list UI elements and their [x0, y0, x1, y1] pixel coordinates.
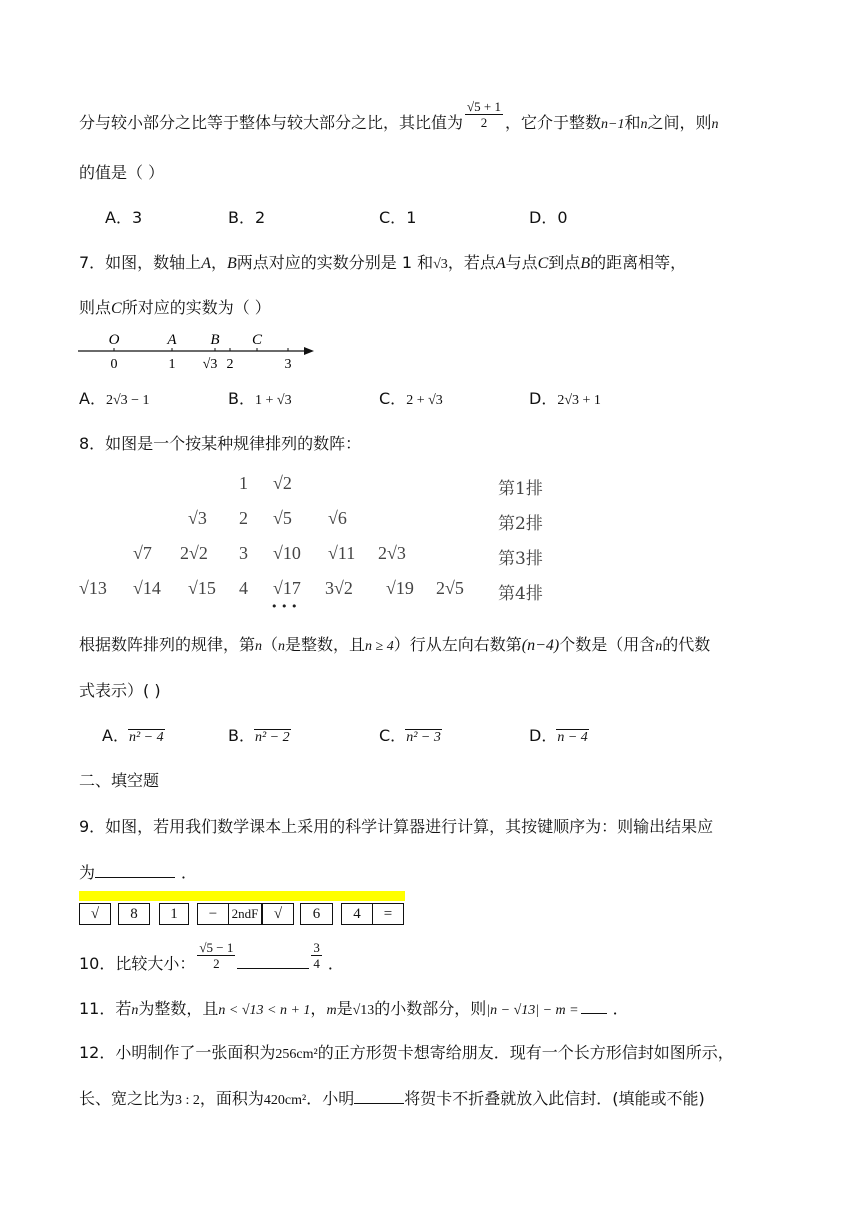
q7-point-c: C — [537, 255, 549, 272]
q8-option-a[interactable] — [102, 725, 165, 747]
opt-letter: C． — [379, 726, 407, 745]
q8-text-b: （ — [262, 635, 279, 654]
array-item: √2 — [273, 473, 292, 493]
q8-option-c[interactable] — [379, 725, 442, 747]
opt-letter: B． — [228, 208, 255, 227]
q11-text-e: 的小数部分，则 — [374, 999, 487, 1018]
axis-value-2: 2 — [226, 357, 234, 372]
opt-text: 2√3 − 1 — [105, 393, 150, 408]
continuation-dots: • • • — [271, 600, 298, 613]
key-sqrt-2: √ — [262, 903, 294, 925]
q8-condition: n ≥ 4 — [365, 639, 394, 654]
q6-n: n — [640, 117, 648, 132]
q6-text-b: ，它介于整数 — [504, 113, 601, 132]
highlight-bar — [79, 891, 405, 901]
q7-point-c2: C — [111, 300, 122, 317]
array-item: 3√2 — [325, 578, 353, 598]
q11-m: m — [326, 1003, 337, 1018]
axis-label-a: A — [167, 332, 177, 348]
row-label-2: 第2排 — [498, 514, 543, 534]
array-item: √19 — [386, 578, 414, 598]
opt-text: 2√3 + 1 — [557, 393, 601, 408]
key-8: 8 — [118, 903, 150, 925]
axis-value-sqrt3: √3 — [202, 357, 218, 372]
opt-letter: B． — [228, 389, 255, 408]
q12-text-a: 12．小明制作了一张面积为 — [79, 1043, 276, 1062]
q11-sqrt13: √13 — [352, 1003, 375, 1018]
array-item: √5 — [273, 508, 292, 528]
section-heading — [79, 770, 159, 792]
opt-text: 1 + √3 — [254, 393, 292, 408]
q9-answer-blank[interactable] — [95, 861, 175, 878]
q11-text-d: 是 — [336, 999, 353, 1018]
opt-text: n² − 2 — [254, 730, 290, 745]
q11-n: n — [131, 1003, 139, 1018]
opt-letter: B． — [228, 726, 255, 745]
opt-text: 0 — [557, 208, 568, 227]
q6-n-minus-1: n−1 — [601, 117, 625, 132]
q11-inequality: n < √13 < n + 1 — [218, 1003, 311, 1018]
q7-sqrt3: √3 — [433, 257, 448, 272]
q9-line1 — [79, 816, 713, 838]
opt-letter: D． — [529, 389, 558, 408]
q10-line — [79, 940, 344, 975]
q10-text-a: 10．比较大小： — [79, 954, 196, 973]
q12-text-d: ，面积为 — [199, 1089, 264, 1108]
q7-text-line2b: 所对应的实数为（ ） — [121, 298, 271, 317]
q6-text-a: 分与较小部分之比等于整体与较大部分之比，其比值为 — [79, 113, 464, 132]
q8-text-line1: 8．如图是一个按某种规律排列的数阵： — [79, 434, 362, 453]
q8-text-f: 的代数 — [662, 635, 711, 654]
q9-text-a: 为 — [79, 863, 96, 882]
q6-text-c: 和 — [624, 113, 641, 132]
q8-line1 — [79, 433, 361, 455]
array-item: 4 — [239, 578, 248, 598]
array-item: √14 — [133, 578, 161, 598]
opt-text: n² − 3 — [406, 730, 441, 745]
array-item: 2√3 — [378, 543, 406, 563]
q10-fraction-right — [311, 940, 322, 971]
array-item: √17 — [273, 578, 301, 598]
array-item: √6 — [328, 508, 347, 528]
q7-option-c[interactable] — [379, 388, 443, 412]
q7-comma: ， — [210, 253, 227, 272]
key-1: 1 — [159, 903, 189, 925]
array-item: 1 — [239, 473, 248, 493]
opt-text: 1 — [406, 208, 417, 227]
q10-num: √5 − 1 — [199, 940, 234, 955]
q6-ratio-fraction — [465, 99, 503, 130]
q12-text-e: ．小明 — [306, 1089, 355, 1108]
q8-text-line3: 式表示）( ) — [79, 681, 161, 700]
q8-text-e: 个数是（用含 — [559, 635, 656, 654]
axis-arrow-icon — [304, 347, 314, 355]
opt-letter: A． — [79, 389, 106, 408]
axis-value-0: 0 — [110, 357, 118, 372]
q8-text-d: ）行从左向右数第 — [393, 635, 522, 654]
q8-option-b[interactable] — [228, 725, 291, 747]
array-item: 2√5 — [436, 578, 464, 598]
q7-text-e: 到点 — [548, 253, 581, 272]
q11-text-f: ． — [612, 999, 629, 1018]
opt-text: 3 — [131, 208, 143, 227]
q6-option-b[interactable] — [228, 207, 265, 229]
q7-text-a: 7．如图，数轴上 — [79, 253, 202, 272]
q6-option-d[interactable] — [529, 207, 568, 229]
q6-line1 — [79, 99, 719, 136]
axis-label-b: B — [210, 332, 220, 348]
array-item: 2 — [239, 508, 248, 528]
q12-line2 — [79, 1087, 705, 1112]
opt-letter: A． — [102, 726, 129, 745]
q6-line2 — [79, 162, 164, 184]
key-6: 6 — [300, 903, 333, 925]
row-label-3: 第3排 — [498, 549, 543, 569]
q8-option-d[interactable] — [529, 725, 589, 747]
q7-option-a[interactable] — [79, 388, 150, 412]
q12-area2: 420cm² — [263, 1093, 307, 1108]
key-minus: − — [197, 903, 229, 925]
row-label-4: 第4排 — [498, 584, 543, 604]
q11-answer-blank[interactable] — [581, 997, 607, 1014]
array-item: √15 — [188, 578, 216, 598]
opt-letter: C． — [379, 389, 407, 408]
q12-text-f: 将贺卡不折叠就放入此信封．(填能或不能) — [404, 1089, 705, 1108]
row-label-1: 第1排 — [498, 479, 543, 499]
q7-point-b2: B — [580, 255, 591, 272]
q12-answer-blank[interactable] — [354, 1087, 404, 1104]
array-item: √13 — [79, 578, 107, 598]
q7-text-b: 两点对应的实数分别是 1 和 — [236, 253, 434, 272]
array-item: √11 — [328, 543, 356, 563]
q11-text-a: 11．若 — [79, 999, 132, 1018]
q7-line1 — [79, 252, 686, 276]
number-line — [76, 328, 336, 378]
q9-line2 — [79, 861, 197, 884]
q6-ratio-num: √5 + 1 — [467, 99, 501, 114]
q12-area1: 256cm² — [275, 1047, 318, 1062]
array-item: 2√2 — [180, 543, 208, 563]
key-equals: = — [372, 903, 404, 925]
q8-n2: n — [278, 639, 286, 654]
key-sqrt: √ — [79, 903, 111, 925]
q11-expression: |n − √13| − m = — [486, 1003, 579, 1018]
q7-text-f: 的距离相等， — [590, 253, 687, 272]
q11-line — [79, 997, 629, 1022]
q7-option-d[interactable] — [529, 388, 601, 412]
axis-value-3: 3 — [284, 357, 292, 372]
key-2ndf: 2ndF — [228, 903, 262, 925]
q12-text-b: 的正方形贺卡想寄给朋友．现有一个长方形信封如图所示， — [317, 1043, 734, 1062]
opt-letter: A． — [105, 208, 132, 227]
opt-letter: D． — [529, 726, 558, 745]
q9-text-line1: 9．如图，若用我们数学课本上采用的科学计算器进行计算，其按键顺序为：则输出结果应 — [79, 817, 714, 836]
q6-ratio-den: 2 — [480, 115, 488, 130]
q7-option-b[interactable] — [228, 388, 292, 412]
q6-text-line2: 的值是（ ） — [79, 163, 165, 182]
opt-letter: D． — [529, 208, 558, 227]
q8-text-a: 根据数阵排列的规律，第 — [79, 635, 256, 654]
q6-n2: n — [711, 117, 719, 132]
q6-option-c[interactable] — [379, 207, 416, 229]
q8-line3 — [79, 680, 161, 702]
axis-label-o: O — [108, 332, 120, 348]
axis-value-1: 1 — [168, 357, 176, 372]
array-item: √7 — [133, 543, 152, 563]
q10-text-b: ． — [327, 954, 344, 973]
q8-n: n — [255, 639, 263, 654]
q11-text-b: 为整数，且 — [138, 999, 219, 1018]
q12-ratio: 3 : 2 — [175, 1093, 200, 1108]
q8-text-c: 是整数，且 — [285, 635, 366, 654]
opt-letter: C． — [379, 208, 407, 227]
q8-line2 — [79, 634, 710, 658]
q7-text-c: ，若点 — [447, 253, 496, 272]
key-4: 4 — [341, 903, 373, 925]
q12-line1 — [79, 1042, 734, 1066]
array-item: √3 — [188, 508, 207, 528]
q7-line2 — [79, 297, 271, 320]
q11-text-c: ， — [310, 999, 327, 1018]
q9-text-b: ． — [181, 863, 198, 882]
section-title: 二、填空题 — [79, 771, 160, 790]
q7-point-a: A — [201, 255, 211, 272]
opt-text: n² − 4 — [128, 730, 164, 745]
q7-text-d: 与点 — [505, 253, 538, 272]
array-item: 3 — [239, 543, 248, 563]
q7-point-b: B — [226, 255, 237, 272]
q10-fraction-left — [197, 940, 235, 971]
axis-label-c: C — [251, 332, 263, 348]
q10-answer-blank[interactable] — [237, 952, 309, 969]
array-item: √10 — [273, 543, 301, 563]
q8-n3: n — [655, 639, 663, 654]
q12-text-c: 长、宽之比为 — [79, 1089, 176, 1108]
opt-text: n − 4 — [557, 730, 588, 745]
q6-option-a[interactable] — [105, 207, 142, 229]
q10-den2: 4 — [313, 956, 320, 971]
q10-num2: 3 — [313, 940, 320, 955]
q8-position: (n−4) — [521, 637, 560, 654]
q10-den: 2 — [213, 956, 220, 971]
opt-text: 2 — [254, 208, 266, 227]
opt-text: 2 + √3 — [406, 393, 443, 408]
q7-point-a2: A — [495, 255, 506, 272]
q6-text-d: 之间，则 — [647, 113, 712, 132]
q7-text-line2a: 则点 — [79, 298, 112, 317]
